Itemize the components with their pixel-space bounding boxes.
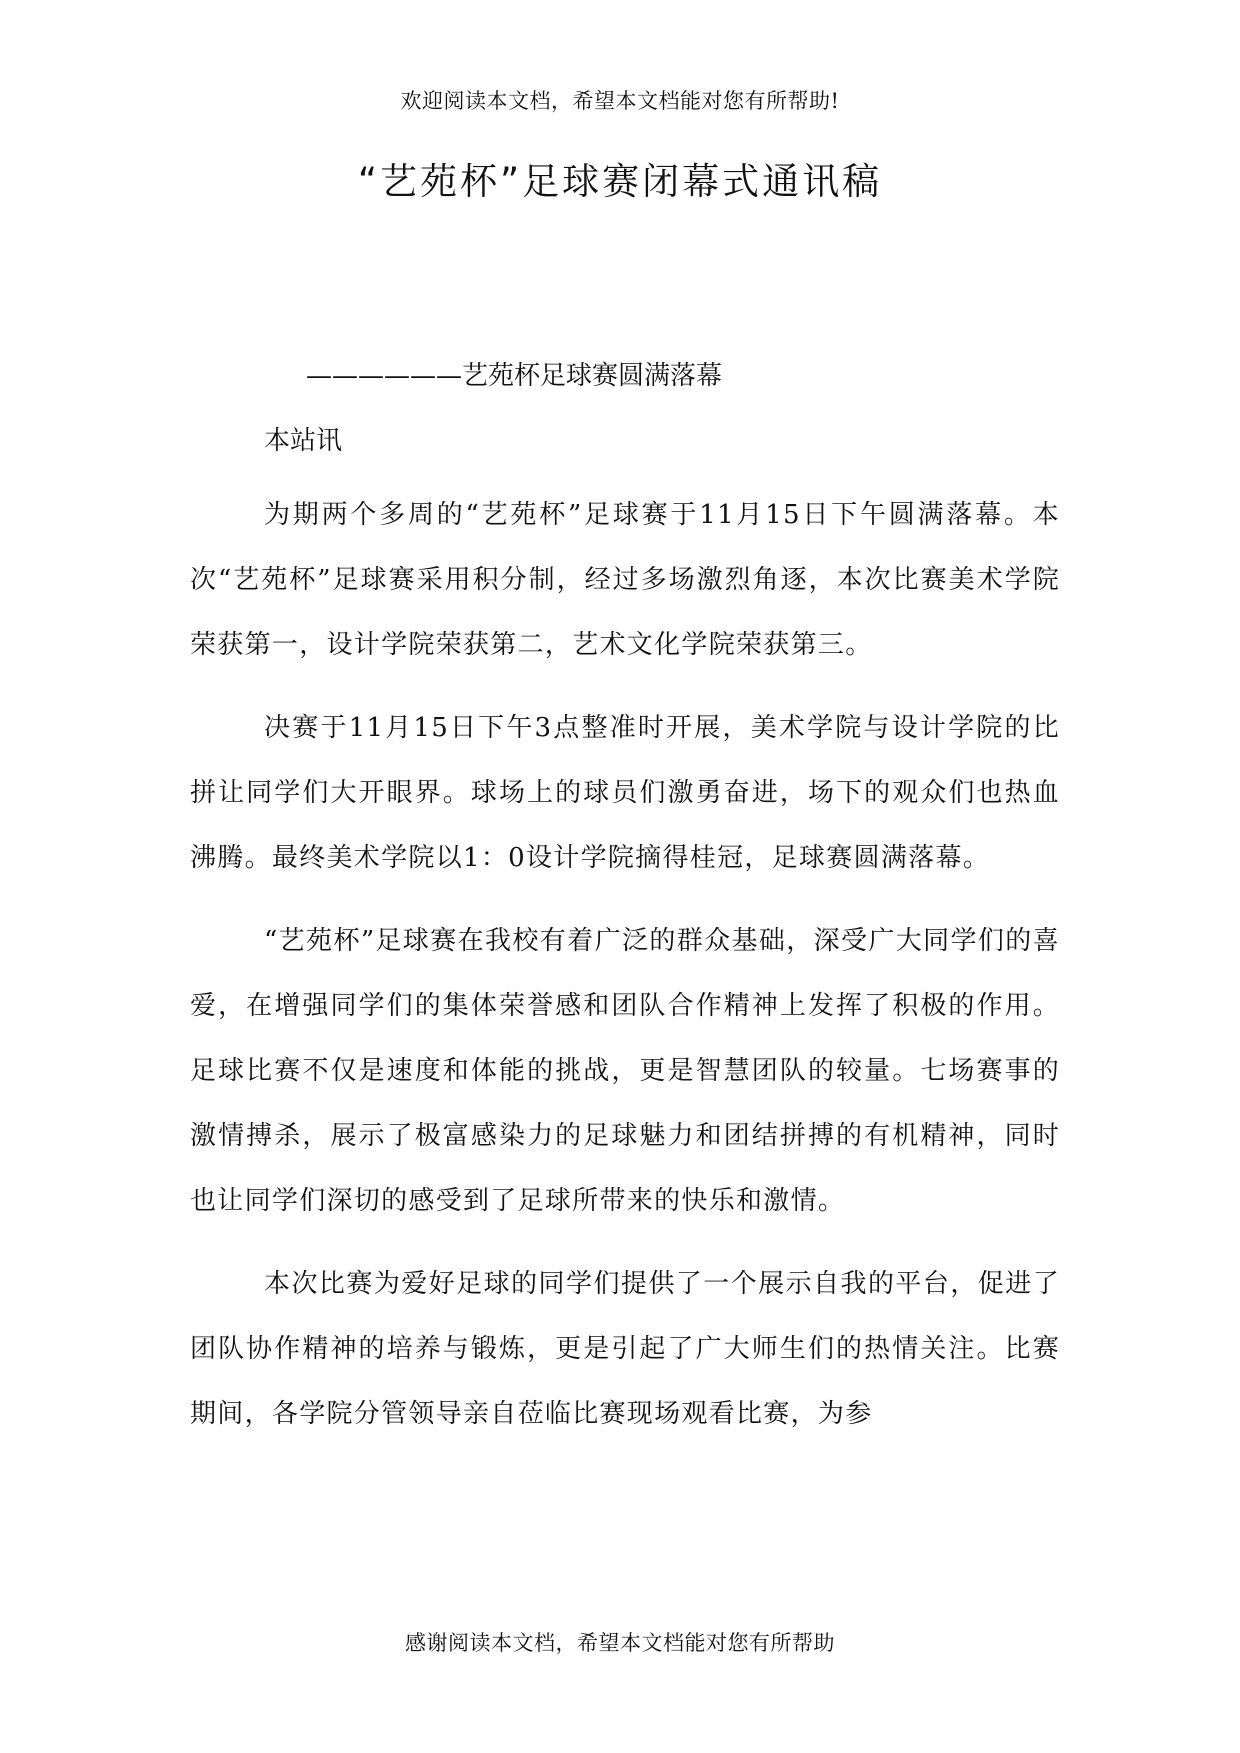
paragraph-4: 本次比赛为爱好足球的同学们提供了一个展示自我的平台，促进了团队协作精神的培养与锻炼，更是引起了广大师生们的热情关注。比赛期间，各学院分管领导亲自莅临比赛现场观看比赛，为参 [190, 1269, 1060, 1429]
byline: 本站讯 [264, 426, 343, 456]
document-subtitle: ——————艺苑杯足球赛圆满落幕 [306, 361, 723, 391]
page-header: 欢迎阅读本文档，希望本文档能对您有所帮助! [400, 89, 840, 113]
paragraph-3: “艺苑杯”足球赛在我校有着广泛的群众基础，深受广大同学们的喜爱，在增强同学们的集体荣誉感和团队合作精神上发挥了积极的作用。足球比赛不仅是速度和体能的挑战，更是智慧团队的较量。七场赛事的激情搏杀，展示了极富感染力的足球魅力和团结拼搏的有机精神，同时也让同学们深切的感受到了足球所带来的快乐和激情。 [190, 926, 1060, 1216]
page-footer: 感谢阅读本文档，希望本文档能对您有所帮助 [405, 1631, 835, 1655]
article-body [190, 483, 1060, 1465]
paragraph-1: 为期两个多周的“艺苑杯”足球赛于11月15日下午圆满落幕。本次“艺苑杯”足球赛采用积分制，经过多场激烈角逐，本次比赛美术学院荣获第一，设计学院荣获第二，艺术文化学院荣获第三。 [190, 500, 1060, 660]
paragraph-2: 决赛于11月15日下午3点整准时开展，美术学院与设计学院的比拼让同学们大开眼界。球场上的球员们激勇奋进，场下的观众们也热血沸腾。最终美术学院以1：0设计学院摘得桂冠，足球赛圆满落幕。 [190, 713, 1060, 873]
document-title: “艺苑杯”足球赛闭幕式通讯稿 [357, 160, 883, 203]
